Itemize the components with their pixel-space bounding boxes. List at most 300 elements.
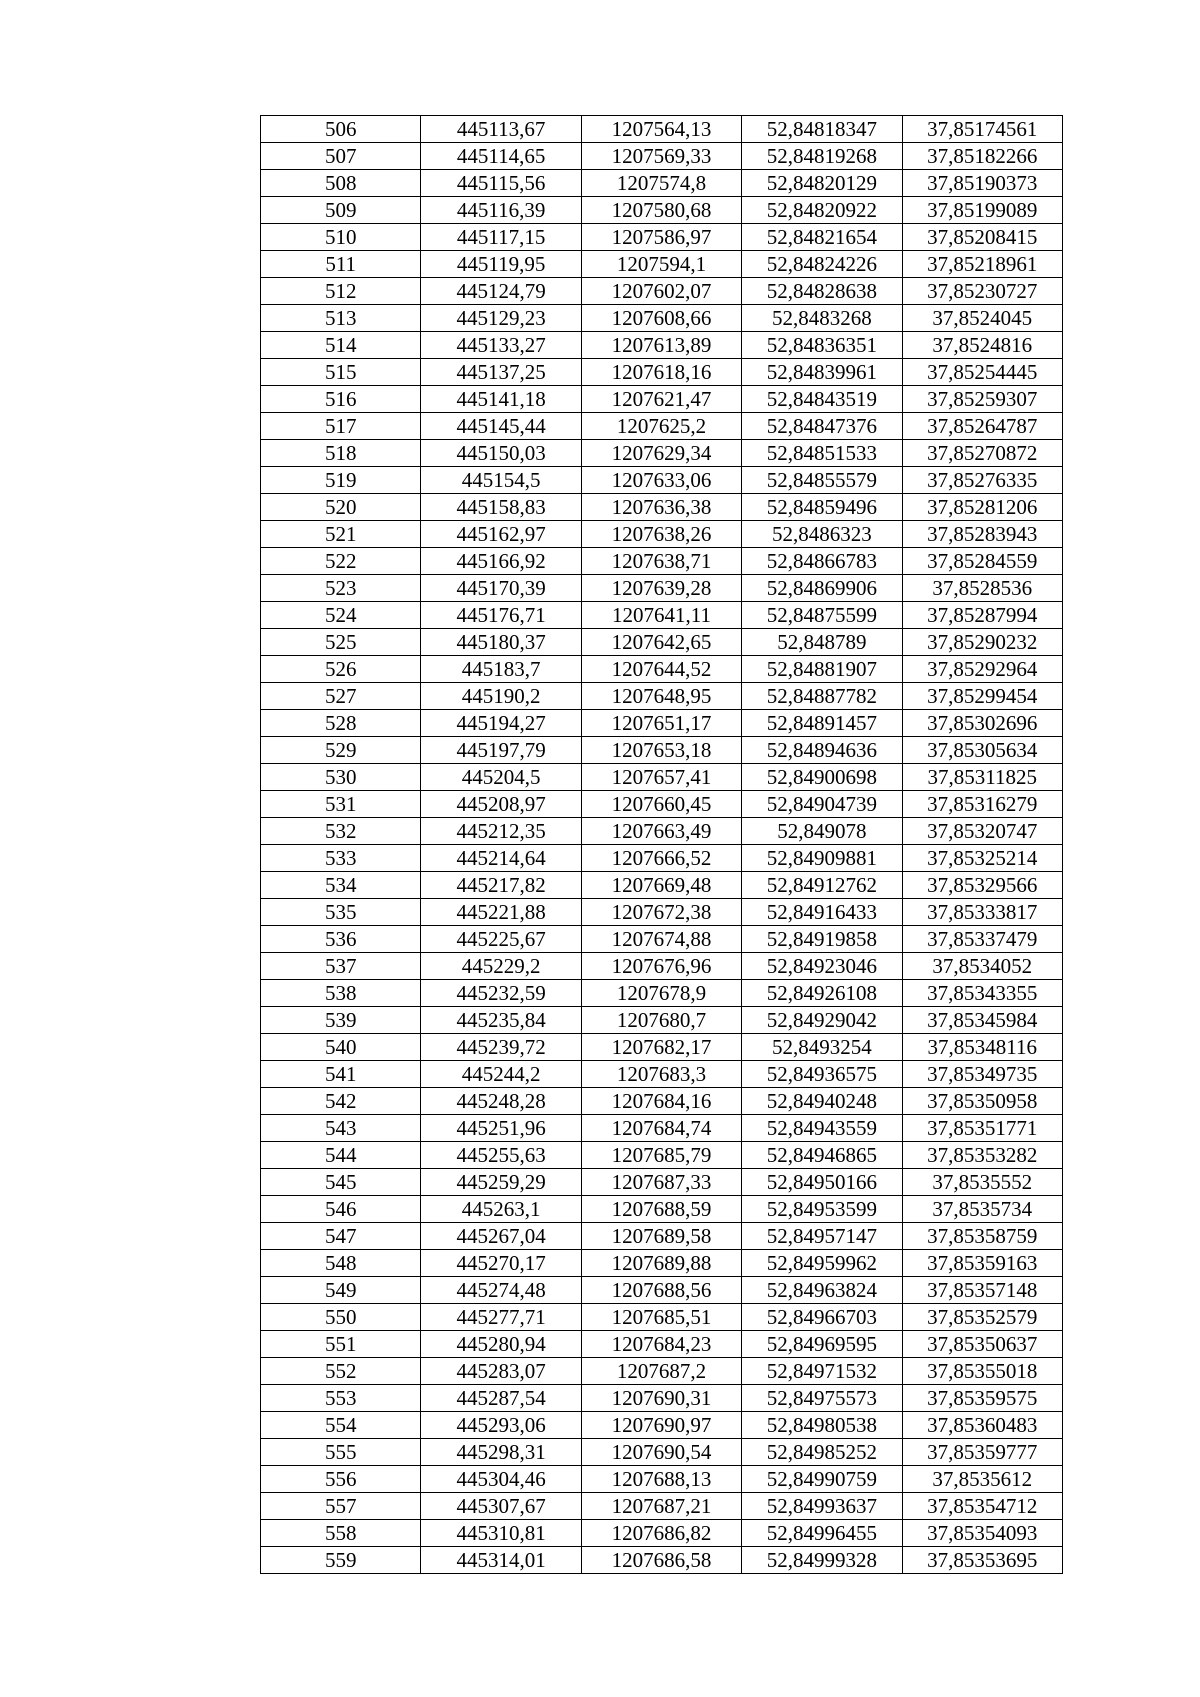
point-number-cell: 537 — [261, 953, 421, 980]
longitude-cell: 37,85287994 — [902, 602, 1062, 629]
y-coordinate-cell: 1207672,38 — [581, 899, 741, 926]
table-row — [261, 1547, 1063, 1574]
table-row — [261, 224, 1063, 251]
point-number-cell: 506 — [261, 116, 421, 143]
latitude-cell: 52,84836351 — [742, 332, 902, 359]
y-coordinate-cell: 1207641,11 — [581, 602, 741, 629]
longitude-cell: 37,8535734 — [902, 1196, 1062, 1223]
y-coordinate-cell: 1207689,58 — [581, 1223, 741, 1250]
point-number-cell: 516 — [261, 386, 421, 413]
point-number-cell: 529 — [261, 737, 421, 764]
x-coordinate-cell: 445170,39 — [421, 575, 581, 602]
point-number-cell: 550 — [261, 1304, 421, 1331]
latitude-cell: 52,84929042 — [742, 1007, 902, 1034]
x-coordinate-cell: 445235,84 — [421, 1007, 581, 1034]
longitude-cell: 37,8534052 — [902, 953, 1062, 980]
longitude-cell: 37,85311825 — [902, 764, 1062, 791]
latitude-cell: 52,84923046 — [742, 953, 902, 980]
latitude-cell: 52,84891457 — [742, 710, 902, 737]
point-number-cell: 559 — [261, 1547, 421, 1574]
x-coordinate-cell: 445150,03 — [421, 440, 581, 467]
y-coordinate-cell: 1207633,06 — [581, 467, 741, 494]
table-row — [261, 1115, 1063, 1142]
x-coordinate-cell: 445270,17 — [421, 1250, 581, 1277]
y-coordinate-cell: 1207684,74 — [581, 1115, 741, 1142]
point-number-cell: 530 — [261, 764, 421, 791]
latitude-cell: 52,84940248 — [742, 1088, 902, 1115]
longitude-cell: 37,85305634 — [902, 737, 1062, 764]
latitude-cell: 52,84990759 — [742, 1466, 902, 1493]
longitude-cell: 37,8524045 — [902, 305, 1062, 332]
point-number-cell: 542 — [261, 1088, 421, 1115]
x-coordinate-cell: 445259,29 — [421, 1169, 581, 1196]
table-row — [261, 764, 1063, 791]
longitude-cell: 37,85353695 — [902, 1547, 1062, 1574]
y-coordinate-cell: 1207638,71 — [581, 548, 741, 575]
x-coordinate-cell: 445255,63 — [421, 1142, 581, 1169]
latitude-cell: 52,84971532 — [742, 1358, 902, 1385]
table-row — [261, 710, 1063, 737]
y-coordinate-cell: 1207660,45 — [581, 791, 741, 818]
point-number-cell: 526 — [261, 656, 421, 683]
y-coordinate-cell: 1207688,59 — [581, 1196, 741, 1223]
x-coordinate-cell: 445212,35 — [421, 818, 581, 845]
table-row — [261, 278, 1063, 305]
table-row — [261, 143, 1063, 170]
y-coordinate-cell: 1207644,52 — [581, 656, 741, 683]
y-coordinate-cell: 1207680,7 — [581, 1007, 741, 1034]
x-coordinate-cell: 445280,94 — [421, 1331, 581, 1358]
latitude-cell: 52,84946865 — [742, 1142, 902, 1169]
y-coordinate-cell: 1207674,88 — [581, 926, 741, 953]
longitude-cell: 37,85350637 — [902, 1331, 1062, 1358]
x-coordinate-cell: 445287,54 — [421, 1385, 581, 1412]
longitude-cell: 37,85190373 — [902, 170, 1062, 197]
y-coordinate-cell: 1207685,51 — [581, 1304, 741, 1331]
y-coordinate-cell: 1207569,33 — [581, 143, 741, 170]
coordinates-table-body — [261, 116, 1063, 1574]
point-number-cell: 527 — [261, 683, 421, 710]
y-coordinate-cell: 1207683,3 — [581, 1061, 741, 1088]
y-coordinate-cell: 1207688,13 — [581, 1466, 741, 1493]
point-number-cell: 522 — [261, 548, 421, 575]
latitude-cell: 52,84904739 — [742, 791, 902, 818]
table-row — [261, 1250, 1063, 1277]
y-coordinate-cell: 1207687,21 — [581, 1493, 741, 1520]
latitude-cell: 52,84820129 — [742, 170, 902, 197]
point-number-cell: 552 — [261, 1358, 421, 1385]
table-row — [261, 305, 1063, 332]
longitude-cell: 37,85230727 — [902, 278, 1062, 305]
x-coordinate-cell: 445129,23 — [421, 305, 581, 332]
y-coordinate-cell: 1207688,56 — [581, 1277, 741, 1304]
point-number-cell: 528 — [261, 710, 421, 737]
x-coordinate-cell: 445293,06 — [421, 1412, 581, 1439]
latitude-cell: 52,84869906 — [742, 575, 902, 602]
y-coordinate-cell: 1207663,49 — [581, 818, 741, 845]
latitude-cell: 52,84975573 — [742, 1385, 902, 1412]
table-row — [261, 413, 1063, 440]
x-coordinate-cell: 445137,25 — [421, 359, 581, 386]
table-row — [261, 872, 1063, 899]
longitude-cell: 37,85259307 — [902, 386, 1062, 413]
longitude-cell: 37,8535612 — [902, 1466, 1062, 1493]
table-row — [261, 1061, 1063, 1088]
x-coordinate-cell: 445183,7 — [421, 656, 581, 683]
x-coordinate-cell: 445239,72 — [421, 1034, 581, 1061]
latitude-cell: 52,849078 — [742, 818, 902, 845]
point-number-cell: 545 — [261, 1169, 421, 1196]
table-row — [261, 629, 1063, 656]
y-coordinate-cell: 1207608,66 — [581, 305, 741, 332]
latitude-cell: 52,84818347 — [742, 116, 902, 143]
latitude-cell: 52,8486323 — [742, 521, 902, 548]
point-number-cell: 539 — [261, 1007, 421, 1034]
x-coordinate-cell: 445180,37 — [421, 629, 581, 656]
latitude-cell: 52,84828638 — [742, 278, 902, 305]
latitude-cell: 52,84851533 — [742, 440, 902, 467]
point-number-cell: 525 — [261, 629, 421, 656]
x-coordinate-cell: 445158,83 — [421, 494, 581, 521]
point-number-cell: 518 — [261, 440, 421, 467]
x-coordinate-cell: 445115,56 — [421, 170, 581, 197]
table-row — [261, 170, 1063, 197]
latitude-cell: 52,84993637 — [742, 1493, 902, 1520]
latitude-cell: 52,84912762 — [742, 872, 902, 899]
x-coordinate-cell: 445304,46 — [421, 1466, 581, 1493]
table-row — [261, 683, 1063, 710]
longitude-cell: 37,85302696 — [902, 710, 1062, 737]
point-number-cell: 557 — [261, 1493, 421, 1520]
table-row — [261, 1088, 1063, 1115]
table-row — [261, 791, 1063, 818]
table-row — [261, 1520, 1063, 1547]
table-row — [261, 116, 1063, 143]
x-coordinate-cell: 445314,01 — [421, 1547, 581, 1574]
longitude-cell: 37,85348116 — [902, 1034, 1062, 1061]
latitude-cell: 52,84936575 — [742, 1061, 902, 1088]
table-row — [261, 1493, 1063, 1520]
y-coordinate-cell: 1207625,2 — [581, 413, 741, 440]
point-number-cell: 549 — [261, 1277, 421, 1304]
longitude-cell: 37,85320747 — [902, 818, 1062, 845]
latitude-cell: 52,84859496 — [742, 494, 902, 521]
y-coordinate-cell: 1207639,28 — [581, 575, 741, 602]
table-row — [261, 1466, 1063, 1493]
table-row — [261, 1304, 1063, 1331]
coordinates-table — [260, 115, 1063, 1574]
table-row — [261, 1277, 1063, 1304]
y-coordinate-cell: 1207666,52 — [581, 845, 741, 872]
latitude-cell: 52,84969595 — [742, 1331, 902, 1358]
latitude-cell: 52,84881907 — [742, 656, 902, 683]
point-number-cell: 558 — [261, 1520, 421, 1547]
latitude-cell: 52,84855579 — [742, 467, 902, 494]
y-coordinate-cell: 1207678,9 — [581, 980, 741, 1007]
y-coordinate-cell: 1207684,23 — [581, 1331, 741, 1358]
longitude-cell: 37,85276335 — [902, 467, 1062, 494]
point-number-cell: 554 — [261, 1412, 421, 1439]
table-row — [261, 737, 1063, 764]
x-coordinate-cell: 445267,04 — [421, 1223, 581, 1250]
latitude-cell: 52,84875599 — [742, 602, 902, 629]
x-coordinate-cell: 445194,27 — [421, 710, 581, 737]
table-row — [261, 332, 1063, 359]
y-coordinate-cell: 1207642,65 — [581, 629, 741, 656]
longitude-cell: 37,85359777 — [902, 1439, 1062, 1466]
longitude-cell: 37,85199089 — [902, 197, 1062, 224]
latitude-cell: 52,84824226 — [742, 251, 902, 278]
latitude-cell: 52,84985252 — [742, 1439, 902, 1466]
point-number-cell: 523 — [261, 575, 421, 602]
point-number-cell: 547 — [261, 1223, 421, 1250]
point-number-cell: 536 — [261, 926, 421, 953]
longitude-cell: 37,85360483 — [902, 1412, 1062, 1439]
point-number-cell: 546 — [261, 1196, 421, 1223]
point-number-cell: 512 — [261, 278, 421, 305]
y-coordinate-cell: 1207651,17 — [581, 710, 741, 737]
table-row — [261, 1007, 1063, 1034]
y-coordinate-cell: 1207690,31 — [581, 1385, 741, 1412]
table-row — [261, 845, 1063, 872]
table-row — [261, 1385, 1063, 1412]
latitude-cell: 52,84916433 — [742, 899, 902, 926]
latitude-cell: 52,84909881 — [742, 845, 902, 872]
longitude-cell: 37,85349735 — [902, 1061, 1062, 1088]
table-row — [261, 575, 1063, 602]
x-coordinate-cell: 445166,92 — [421, 548, 581, 575]
latitude-cell: 52,84963824 — [742, 1277, 902, 1304]
longitude-cell: 37,85254445 — [902, 359, 1062, 386]
point-number-cell: 556 — [261, 1466, 421, 1493]
y-coordinate-cell: 1207648,95 — [581, 683, 741, 710]
y-coordinate-cell: 1207689,88 — [581, 1250, 741, 1277]
x-coordinate-cell: 445274,48 — [421, 1277, 581, 1304]
x-coordinate-cell: 445145,44 — [421, 413, 581, 440]
longitude-cell: 37,85316279 — [902, 791, 1062, 818]
x-coordinate-cell: 445197,79 — [421, 737, 581, 764]
latitude-cell: 52,84980538 — [742, 1412, 902, 1439]
table-row — [261, 1358, 1063, 1385]
longitude-cell: 37,85299454 — [902, 683, 1062, 710]
table-row — [261, 251, 1063, 278]
x-coordinate-cell: 445204,5 — [421, 764, 581, 791]
x-coordinate-cell: 445277,71 — [421, 1304, 581, 1331]
point-number-cell: 551 — [261, 1331, 421, 1358]
table-row — [261, 467, 1063, 494]
longitude-cell: 37,85325214 — [902, 845, 1062, 872]
x-coordinate-cell: 445229,2 — [421, 953, 581, 980]
x-coordinate-cell: 445310,81 — [421, 1520, 581, 1547]
x-coordinate-cell: 445298,31 — [421, 1439, 581, 1466]
y-coordinate-cell: 1207574,8 — [581, 170, 741, 197]
table-row — [261, 1034, 1063, 1061]
x-coordinate-cell: 445208,97 — [421, 791, 581, 818]
x-coordinate-cell: 445133,27 — [421, 332, 581, 359]
longitude-cell: 37,85353282 — [902, 1142, 1062, 1169]
table-row — [261, 656, 1063, 683]
longitude-cell: 37,85174561 — [902, 116, 1062, 143]
point-number-cell: 534 — [261, 872, 421, 899]
longitude-cell: 37,85337479 — [902, 926, 1062, 953]
table-row — [261, 899, 1063, 926]
table-row — [261, 953, 1063, 980]
latitude-cell: 52,84819268 — [742, 143, 902, 170]
x-coordinate-cell: 445116,39 — [421, 197, 581, 224]
y-coordinate-cell: 1207684,16 — [581, 1088, 741, 1115]
point-number-cell: 540 — [261, 1034, 421, 1061]
point-number-cell: 521 — [261, 521, 421, 548]
table-row — [261, 980, 1063, 1007]
latitude-cell: 52,84894636 — [742, 737, 902, 764]
y-coordinate-cell: 1207629,34 — [581, 440, 741, 467]
table-row — [261, 926, 1063, 953]
latitude-cell: 52,8493254 — [742, 1034, 902, 1061]
longitude-cell: 37,85351771 — [902, 1115, 1062, 1142]
point-number-cell: 548 — [261, 1250, 421, 1277]
table-row — [261, 1142, 1063, 1169]
longitude-cell: 37,85283943 — [902, 521, 1062, 548]
latitude-cell: 52,8483268 — [742, 305, 902, 332]
latitude-cell: 52,84820922 — [742, 197, 902, 224]
point-number-cell: 533 — [261, 845, 421, 872]
latitude-cell: 52,84843519 — [742, 386, 902, 413]
longitude-cell: 37,85355018 — [902, 1358, 1062, 1385]
x-coordinate-cell: 445190,2 — [421, 683, 581, 710]
point-number-cell: 538 — [261, 980, 421, 1007]
x-coordinate-cell: 445232,59 — [421, 980, 581, 1007]
point-number-cell: 511 — [261, 251, 421, 278]
latitude-cell: 52,84866783 — [742, 548, 902, 575]
longitude-cell: 37,85345984 — [902, 1007, 1062, 1034]
longitude-cell: 37,8528536 — [902, 575, 1062, 602]
x-coordinate-cell: 445117,15 — [421, 224, 581, 251]
point-number-cell: 508 — [261, 170, 421, 197]
point-number-cell: 520 — [261, 494, 421, 521]
x-coordinate-cell: 445217,82 — [421, 872, 581, 899]
y-coordinate-cell: 1207682,17 — [581, 1034, 741, 1061]
table-row — [261, 440, 1063, 467]
longitude-cell: 37,85182266 — [902, 143, 1062, 170]
y-coordinate-cell: 1207613,89 — [581, 332, 741, 359]
table-row — [261, 1439, 1063, 1466]
point-number-cell: 555 — [261, 1439, 421, 1466]
x-coordinate-cell: 445307,67 — [421, 1493, 581, 1520]
latitude-cell: 52,84943559 — [742, 1115, 902, 1142]
table-row — [261, 521, 1063, 548]
x-coordinate-cell: 445113,67 — [421, 116, 581, 143]
point-number-cell: 553 — [261, 1385, 421, 1412]
x-coordinate-cell: 445119,95 — [421, 251, 581, 278]
y-coordinate-cell: 1207594,1 — [581, 251, 741, 278]
y-coordinate-cell: 1207676,96 — [581, 953, 741, 980]
point-number-cell: 543 — [261, 1115, 421, 1142]
y-coordinate-cell: 1207653,18 — [581, 737, 741, 764]
point-number-cell: 507 — [261, 143, 421, 170]
point-number-cell: 524 — [261, 602, 421, 629]
table-row — [261, 1169, 1063, 1196]
table-row — [261, 602, 1063, 629]
longitude-cell: 37,85350958 — [902, 1088, 1062, 1115]
longitude-cell: 37,85354093 — [902, 1520, 1062, 1547]
latitude-cell: 52,84950166 — [742, 1169, 902, 1196]
latitude-cell: 52,84957147 — [742, 1223, 902, 1250]
table-row — [261, 1412, 1063, 1439]
x-coordinate-cell: 445221,88 — [421, 899, 581, 926]
longitude-cell: 37,85358759 — [902, 1223, 1062, 1250]
point-number-cell: 517 — [261, 413, 421, 440]
point-number-cell: 515 — [261, 359, 421, 386]
longitude-cell: 37,85343355 — [902, 980, 1062, 1007]
longitude-cell: 37,85284559 — [902, 548, 1062, 575]
x-coordinate-cell: 445141,18 — [421, 386, 581, 413]
point-number-cell: 519 — [261, 467, 421, 494]
y-coordinate-cell: 1207580,68 — [581, 197, 741, 224]
y-coordinate-cell: 1207685,79 — [581, 1142, 741, 1169]
table-row — [261, 386, 1063, 413]
y-coordinate-cell: 1207686,58 — [581, 1547, 741, 1574]
y-coordinate-cell: 1207657,41 — [581, 764, 741, 791]
x-coordinate-cell: 445154,5 — [421, 467, 581, 494]
longitude-cell: 37,8535552 — [902, 1169, 1062, 1196]
longitude-cell: 37,85359163 — [902, 1250, 1062, 1277]
longitude-cell: 37,85218961 — [902, 251, 1062, 278]
y-coordinate-cell: 1207636,38 — [581, 494, 741, 521]
y-coordinate-cell: 1207687,2 — [581, 1358, 741, 1385]
table-row — [261, 494, 1063, 521]
x-coordinate-cell: 445248,28 — [421, 1088, 581, 1115]
longitude-cell: 37,85329566 — [902, 872, 1062, 899]
longitude-cell: 37,85352579 — [902, 1304, 1062, 1331]
point-number-cell: 513 — [261, 305, 421, 332]
point-number-cell: 509 — [261, 197, 421, 224]
x-coordinate-cell: 445214,64 — [421, 845, 581, 872]
longitude-cell: 37,85354712 — [902, 1493, 1062, 1520]
table-row — [261, 359, 1063, 386]
y-coordinate-cell: 1207564,13 — [581, 116, 741, 143]
y-coordinate-cell: 1207669,48 — [581, 872, 741, 899]
latitude-cell: 52,84966703 — [742, 1304, 902, 1331]
x-coordinate-cell: 445124,79 — [421, 278, 581, 305]
x-coordinate-cell: 445263,1 — [421, 1196, 581, 1223]
y-coordinate-cell: 1207690,97 — [581, 1412, 741, 1439]
longitude-cell: 37,85270872 — [902, 440, 1062, 467]
longitude-cell: 37,85290232 — [902, 629, 1062, 656]
x-coordinate-cell: 445114,65 — [421, 143, 581, 170]
table-row — [261, 1331, 1063, 1358]
point-number-cell: 535 — [261, 899, 421, 926]
latitude-cell: 52,84953599 — [742, 1196, 902, 1223]
y-coordinate-cell: 1207686,82 — [581, 1520, 741, 1547]
latitude-cell: 52,84839961 — [742, 359, 902, 386]
y-coordinate-cell: 1207586,97 — [581, 224, 741, 251]
longitude-cell: 37,85281206 — [902, 494, 1062, 521]
point-number-cell: 532 — [261, 818, 421, 845]
point-number-cell: 544 — [261, 1142, 421, 1169]
y-coordinate-cell: 1207618,16 — [581, 359, 741, 386]
latitude-cell: 52,84821654 — [742, 224, 902, 251]
latitude-cell: 52,84996455 — [742, 1520, 902, 1547]
point-number-cell: 531 — [261, 791, 421, 818]
point-number-cell: 541 — [261, 1061, 421, 1088]
x-coordinate-cell: 445283,07 — [421, 1358, 581, 1385]
x-coordinate-cell: 445251,96 — [421, 1115, 581, 1142]
latitude-cell: 52,84887782 — [742, 683, 902, 710]
x-coordinate-cell: 445225,67 — [421, 926, 581, 953]
latitude-cell: 52,84999328 — [742, 1547, 902, 1574]
y-coordinate-cell: 1207602,07 — [581, 278, 741, 305]
longitude-cell: 37,85292964 — [902, 656, 1062, 683]
